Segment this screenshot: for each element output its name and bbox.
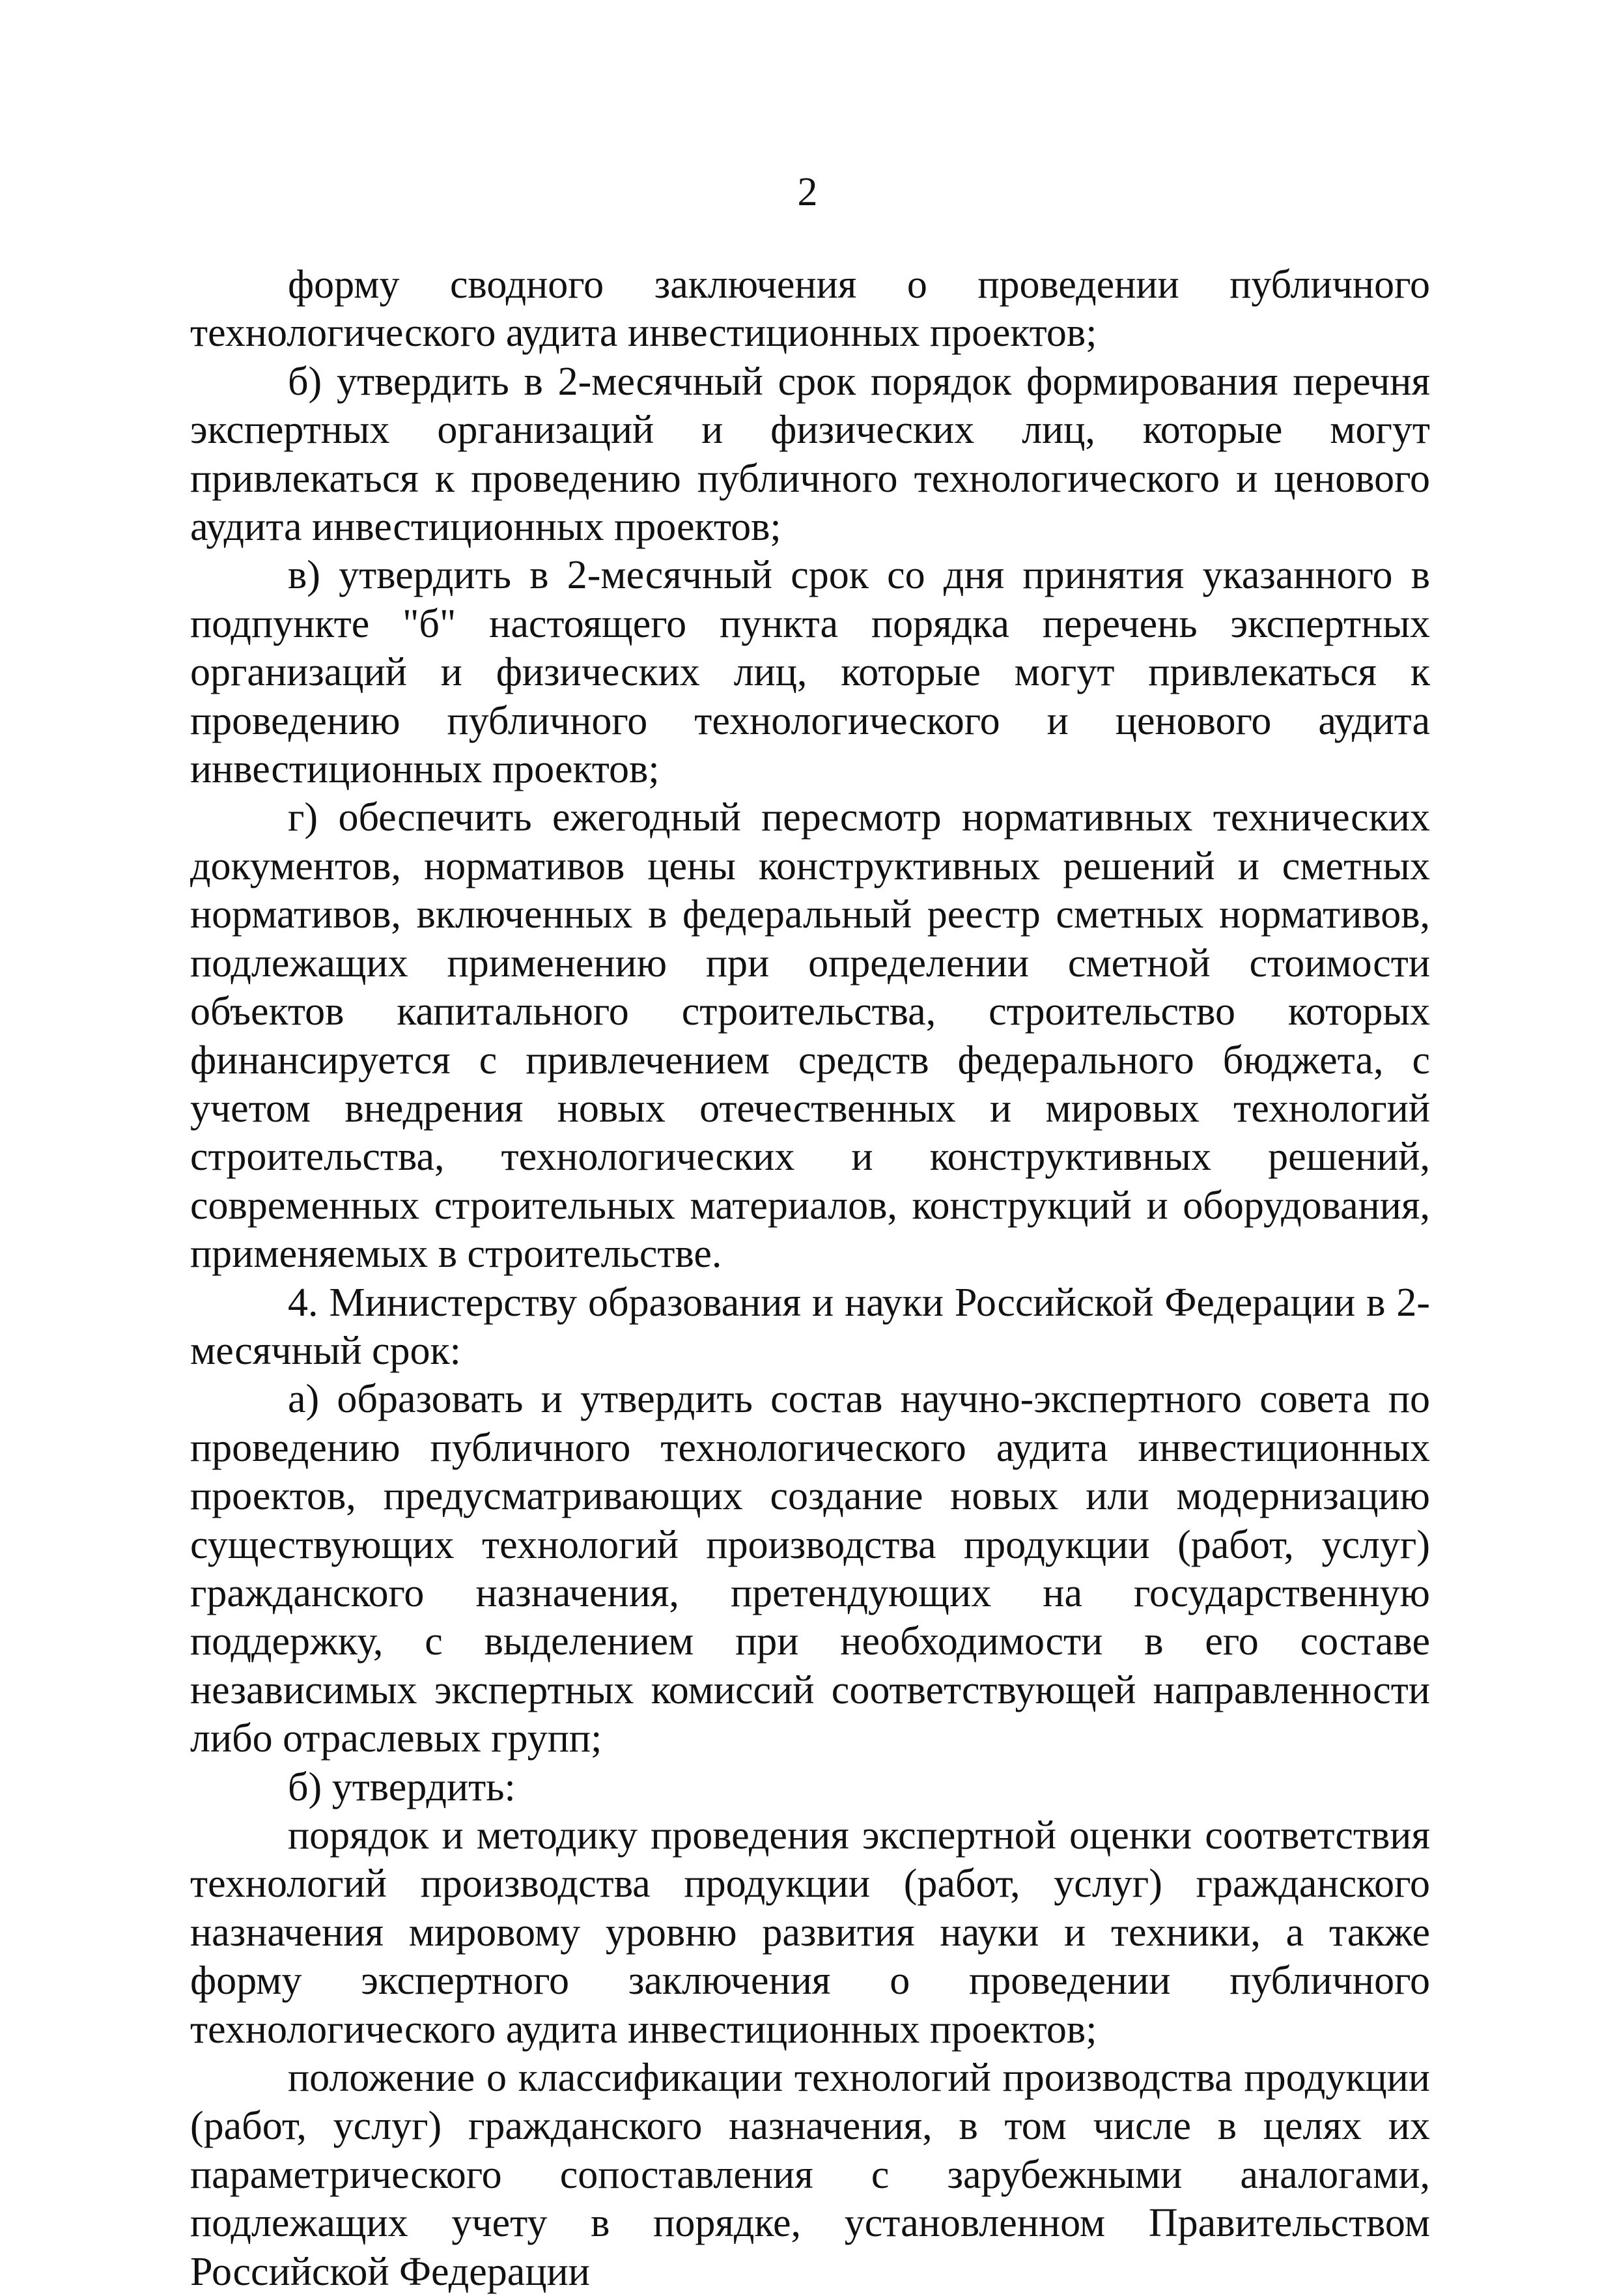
document-body (190, 261, 1430, 2296)
paragraph-b-expert-list-procedure: б) утвердить в 2-месячный срок порядок формирования перечня экспертных организаций и физических лиц, которые могут привлекаться к проведению публичного технологического и ценового аудита инвестиционных проектов; (190, 359, 1430, 550)
paragraph-b-approve: б) утвердить: (288, 1765, 516, 1809)
paragraph-procedure-and-methodology: порядок и методику проведения экспертной оценки соответствия технологий производства продукции (работ, услуг) гражданского назначения мировому уровню развития науки и техники, а также форму экспертного заключения о проведении публичного технологического аудита инвестиционных проектов; (190, 1813, 1430, 2052)
paragraph-classification-regulation: положение о классификации технологий производства продукции (работ, услуг) гражданского назначения, в том числе в целях их параметрического сопоставления с зарубежными аналогами, подлежащих учету в порядке, установленном Правительством Российской Федерации (190, 2056, 1430, 2294)
paragraph-form-summary-conclusion: форму сводного заключения о проведении публичного технологического аудита инвестиционных проектов; (190, 262, 1430, 356)
paragraph-a-scientific-council: а) образовать и утвердить состав научно-экспертного совета по проведению публичного технологического аудита инвестиционных проектов, предусматривающих создание новых или модернизацию существующих технологий производства продукции (работ, услуг) гражданского назначения, претендующих на государственную поддержку, с выделением при необходимости в его составе независимых экспертных комиссий соответствующей направленности либо отраслевых групп; (190, 1377, 1430, 1761)
paragraph-g-annual-review: г) обеспечить ежегодный пересмотр нормативных технических документов, нормативов цены конструктивных решений и сметных нормативов, включенных в федеральный реестр сметных нормативов, подлежащих применению при определении сметной стоимости объектов капитального строительства, строительство которых финансируется с привлечением средств федерального бюджета, с учетом внедрения новых отечественных и мировых технологий строительства, технологических и конструктивных решений, современных строительных материалов, конструкций и оборудования, применяемых в строительстве. (190, 795, 1430, 1277)
page-number: 2 (797, 170, 818, 214)
paragraph-v-expert-list: в) утвердить в 2-месячный срок со дня принятия указанного в подпункте "б" настоящего пункта порядка перечень экспертных организаций и физических лиц, которые могут привлекаться к проведению публичного технологического и ценового аудита инвестиционных проектов; (190, 553, 1430, 792)
paragraph-4-ministry-of-education: 4. Министерству образования и науки Российской Федерации в 2-месячный срок: (190, 1280, 1430, 1373)
